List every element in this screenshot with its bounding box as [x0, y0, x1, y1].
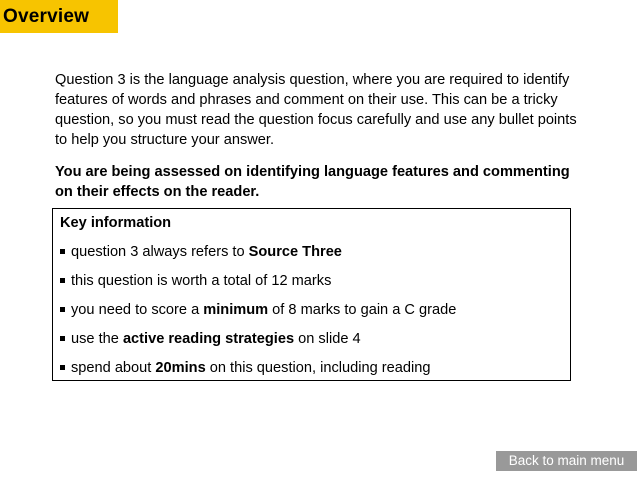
- key-item-text: use the active reading strategies on slide 4: [71, 331, 361, 347]
- key-information-box: [52, 208, 571, 381]
- back-to-main-menu-button[interactable]: Back to main menu: [496, 451, 637, 471]
- key-item-text: this question is worth a total of 12 marks: [71, 273, 332, 289]
- key-item: [60, 271, 570, 291]
- square-bullet-icon: [60, 249, 65, 254]
- key-item-text: you need to score a minimum of 8 marks to gain a C grade: [71, 302, 457, 318]
- key-item-text: question 3 always refers to Source Three: [71, 244, 342, 260]
- section-title-tab: [0, 0, 118, 33]
- key-item: [60, 329, 570, 349]
- intro-paragraph: Question 3 is the language analysis question, where you are required to identify features of words and phrases and comment on their use. This can be a tricky question, so you must read the question focus carefully and use any bullet points to help you structure your answer.: [55, 72, 577, 148]
- key-item: [60, 300, 570, 320]
- assessment-statement: You are being assessed on identifying language features and commenting on their effects on the reader.: [55, 164, 570, 200]
- key-item-text: spend about 20mins on this question, including reading: [71, 360, 431, 376]
- key-item: [60, 358, 570, 378]
- square-bullet-icon: [60, 278, 65, 283]
- square-bullet-icon: [60, 307, 65, 312]
- key-item: [60, 242, 570, 262]
- square-bullet-icon: [60, 365, 65, 370]
- square-bullet-icon: [60, 336, 65, 341]
- key-information-title: Key information: [60, 215, 172, 231]
- section-title: Overview: [3, 5, 90, 27]
